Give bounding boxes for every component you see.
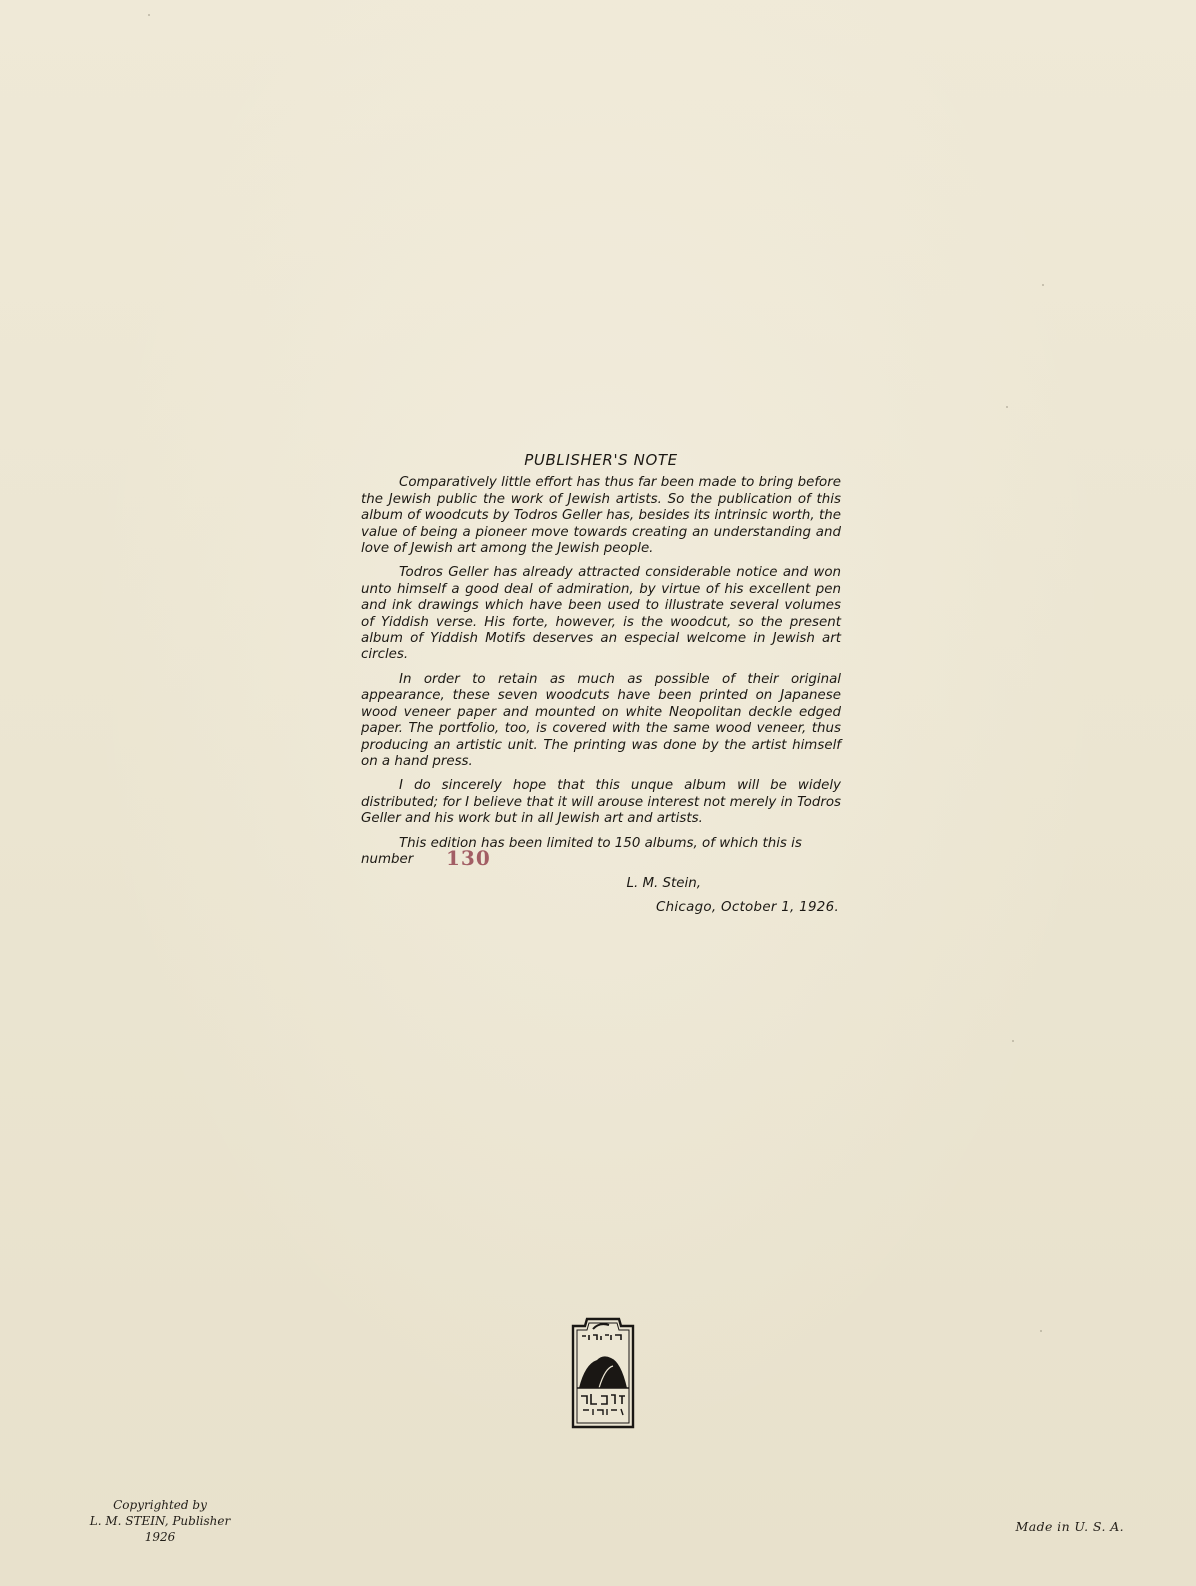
note-paragraph-3: In order to retain as much as possible of their original appearance, these seven woodcuts have been printed on Japanese wood veneer paper and mounted on white Neopolitan deckle edged paper. The portfolio, too, is covered with the same wood veneer, thus producing an artistic unit. The printing was done by the artist himself on a hand press.: [361, 671, 841, 769]
paper-speck: [148, 14, 150, 16]
note-paragraph-4: I do sincerely hope that this unque album will be widely distributed; for I believe that it will arouse interest not merely in Todros Geller and his work but in all Jewish art and artists.: [361, 778, 841, 827]
note-paragraph-5: This edition has been limited to 150 albums, of which this is: [399, 835, 802, 851]
paper-speck: [1012, 1040, 1014, 1042]
paper-speck: [1040, 1330, 1042, 1332]
paper-speck: [1006, 406, 1008, 408]
signature: L. M. Stein,: [626, 875, 701, 891]
note-paragraph-1: Comparatively little effort has thus far been made to bring before the Jewish public the work of Jewish artists. So the publication of this album of woodcuts by Todros Geller has, besides its intrinsic worth, the value of being a pioneer move towards creating an understanding and love of Jewish art among the Jewish people.: [361, 475, 841, 557]
copyright-line-3: 1926: [144, 1530, 176, 1544]
copyright-line-1: Copyrighted by: [113, 1498, 207, 1512]
copyright-line-2: L. M. STEIN, Publisher: [89, 1514, 231, 1528]
publisher-mark-logo: [571, 1316, 635, 1429]
note-paragraph-2: Todros Geller has already attracted considerable notice and won unto himself a good deal of admiration, by virtue of his excellent pen and ink drawings which have been used to illustrate several volumes of Yiddish verse. His forte, however, is the woodcut, so the present album of Yiddish Motifs deserves an especial welcome in Jewish art circles.: [361, 565, 841, 663]
edition-number-label: number: [361, 851, 414, 867]
place-date: Chicago, October 1, 1926.: [655, 900, 839, 916]
edition-number-stamp: 130: [446, 845, 491, 870]
edition-number-line: [361, 845, 841, 870]
paper-speck: [1042, 284, 1044, 286]
copyright-block: [70, 1497, 250, 1545]
publishers-note: [361, 452, 841, 917]
made-in-label: Made in U. S. A.: [1015, 1519, 1124, 1534]
note-title: PUBLISHER'S NOTE: [524, 451, 678, 469]
